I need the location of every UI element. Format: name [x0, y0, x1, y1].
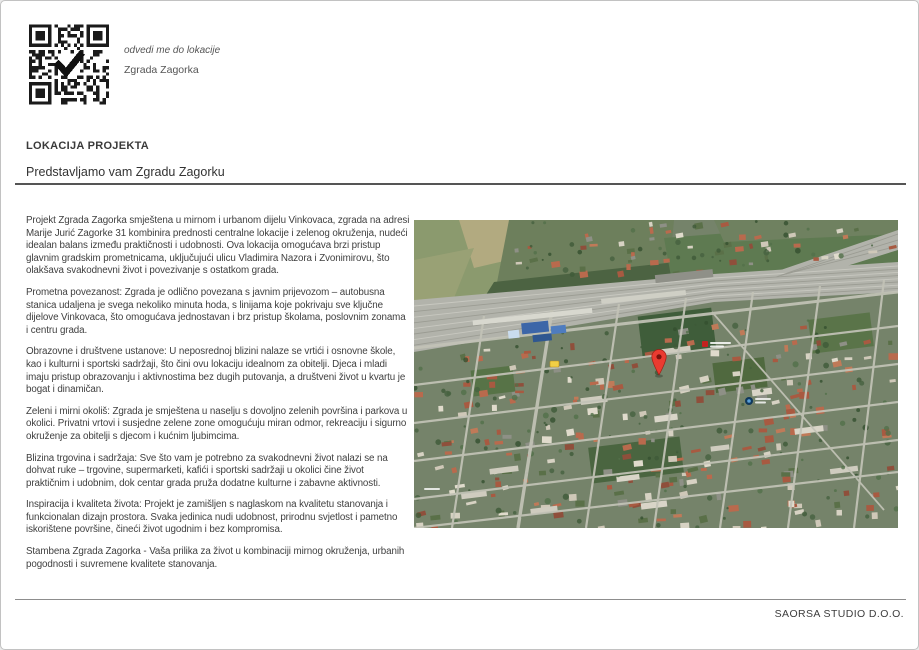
footer-company-name: SAORSA STUDIO D.O.O.: [774, 608, 904, 620]
body-paragraph: Inspiracija i kvaliteta života: Projekt je zamišljen s naglaskom na kvalitetu stanovanja i funkcionalan dizajn prostora. Svaka jedinica nudi udobnost, prirodnu svjetlost i pametno iskorištene površine, čineći život ugodnim i bez kompromisa.: [26, 499, 398, 536]
body-paragraph: Blizina trgovina i sadržaja: Sve što vam je potrebno za svakodnevni život nalazi se na dohvat ruke – trgovine, supermarketi, kafići i sportski sadržaji u okolici čine život praktičnim i udobnim, dok centar grada pruža dodatne kulturne i zabavne aktivnosti.: [26, 452, 388, 489]
body-text-column: [26, 215, 410, 580]
location-map-satellite: [414, 220, 898, 528]
section-kicker: LOKACIJA PROJEKTA: [26, 140, 150, 152]
body-paragraph: Obrazovne i društvene ustanove: U neposrednoj blizini nalaze se vrtići i osnovne škole, kao i kulturni i sportski sadržaji, što čini ovu lokaciju idealnom za obitelji. Djeca i mladi imaju pristup obrazovanju i aktivnostima bez dugih putovanja, a društveni život u kvartu je bogat i dinamičan.: [26, 346, 406, 396]
body-paragraph: Prometna povezanost: Zgrada je odlično povezana s javnim prijevozom – autobusna stanica udaljena je svega nekoliko minuta hoda, s linijama koje pokrivaju sve ključne dijelove Vinkovaca, što omogućava jednostavan i brz pristup školama, poslovnim zonama i centru grada.: [26, 286, 406, 336]
body-paragraph: Stambena Zgrada Zagorka - Vaša prilika za život u kombinaciji mirnog okruženja, urbanih pogodnosti i suvremene kvalitete stanovanja.: [26, 546, 405, 570]
qr-code-icon: [29, 23, 109, 106]
body-paragraph: Zeleni i mirni okoliš: Zgrada je smještena u naselju s dovoljno zelenih površina i parkova u okolici. Privatni vrtovi i susjedne zelene zone omogućuju miran odmor, rekreaciju i sigurno okruženje za obitelji s djecom i kućnim ljubimcima.: [26, 405, 408, 442]
body-paragraph: Projekt Zgrada Zagorka smještena u mirnom i urbanom dijelu Vinkovaca, zgrada na adresi Marije Jurić Zagorke 31 kombinira prednosti centralne lokacije i zelenog okruženja, nudeći idealan balans između praktičnosti i udobnosti. Ova lokacija omogućava brzi pristup glavnim gradskim prometnicama, uključujući ulicu Vladimira Nazora i Zvonimirovu, što olakšava svakodnevni život i povezivanje s ostatkom grada.: [26, 215, 410, 277]
qr-caption-project-name: Zgrada Zagorka: [124, 64, 199, 76]
school-poi-icon: [702, 341, 708, 347]
qr-code-icon: [29, 23, 109, 106]
footer-divider: [15, 599, 906, 600]
qr-captions: [124, 45, 220, 76]
qr-caption-scan-hint: odvedi me do lokacije: [124, 45, 221, 56]
satellite-map-image: [414, 220, 898, 528]
page-title: Predstavljamo vam Zgradu Zagorku: [26, 165, 225, 179]
top-divider: [15, 183, 906, 185]
road-shield-icon: [550, 361, 559, 367]
